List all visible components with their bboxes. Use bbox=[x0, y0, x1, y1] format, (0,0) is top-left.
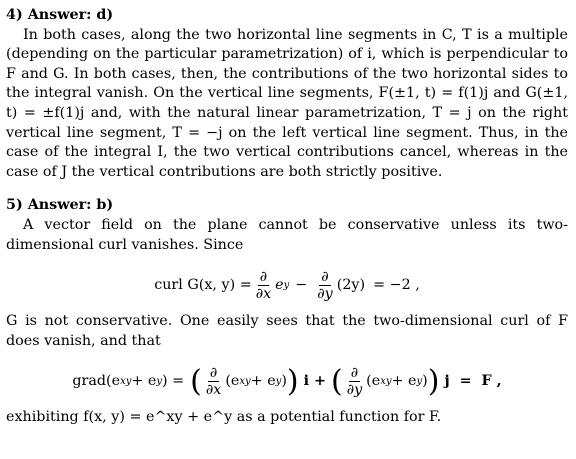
curl-result: = −2 , bbox=[373, 276, 420, 293]
question-4-body: In both cases, along the two horizontal line segments in C, T is a multiple (depending on the particular parametrization) of i, which is perpendicular to F and G. In both cases, then, the contributions of the two horizontal sides to the integral vanish. On the vertical line segments, F(±1, t) = f(1)j and G(±1, t) = ±f(1)j and, with the natural linear parametrization, T = j on the right vertical line segment, T = −j on the left vertical line segment. Thus, in the case of the integral I, the two vertical contributions cancel, whereas in the case of J the vertical contributions are both strictly positive. bbox=[6, 26, 568, 180]
question-5-closing: exhibiting f(x, y) = e^xy + e^y as a potential function for F. bbox=[6, 409, 442, 426]
curl-lhs: curl G(x, y) = bbox=[154, 276, 252, 293]
gradient-equation: grad(e xy + e y ) = ( $\frac{\partial}{\partial x}$ (e xy + e y ) ) i + ( $\frac{\partial}{\partial y}$ (e xy + e y ) ) j = F , bbox=[72, 363, 502, 399]
question-5-middle: G is not conservative. One easily sees that the two-dimensional curl of F does vanish, and that bbox=[6, 313, 568, 349]
curl-equation: curl G(x, y) = $\frac{\partial}{\partial x}$ e y − $\frac{\partial}{\partial y}$ (2y) = −2 , bbox=[154, 269, 420, 303]
partial-x-fraction: $\frac{\partial}{\partial x}$ bbox=[255, 269, 272, 303]
question-5-heading: 5) Answer: b) bbox=[6, 197, 114, 214]
question-4-heading: 4) Answer: d) bbox=[6, 7, 114, 23]
question-5-intro: A vector field on the plane cannot be conservative unless its two-dimensional curl vanishes. Since bbox=[6, 216, 568, 253]
partial-y-fraction: $\frac{\partial}{\partial y}$ bbox=[317, 269, 333, 303]
